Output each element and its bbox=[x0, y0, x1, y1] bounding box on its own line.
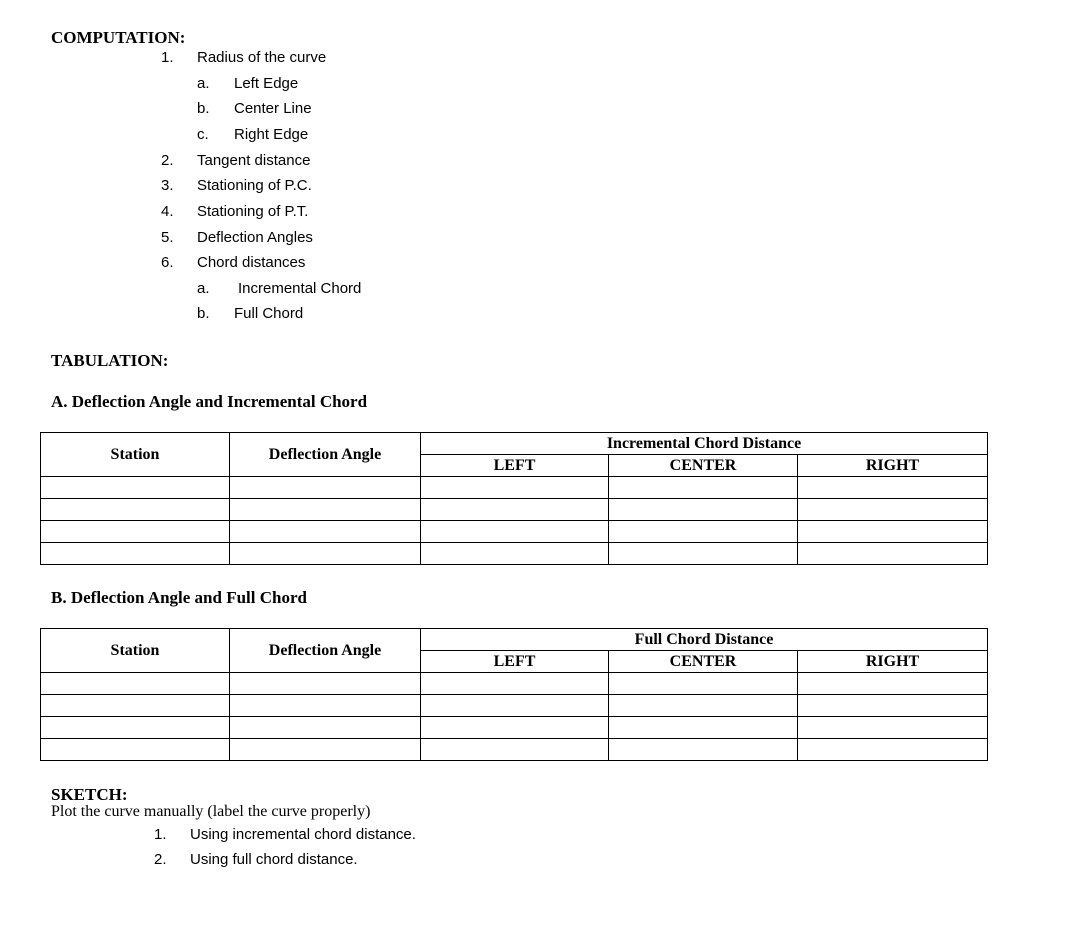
table-b bbox=[40, 628, 988, 761]
table-cell[interactable] bbox=[609, 543, 798, 565]
table-cell[interactable] bbox=[798, 739, 988, 761]
list-item: Tangent distance bbox=[197, 152, 311, 169]
list-letter: a. bbox=[197, 75, 210, 92]
list-number: 1. bbox=[154, 826, 167, 843]
sketch-instruction: Plot the curve manually (label the curve properly) bbox=[51, 803, 371, 820]
table-cell[interactable] bbox=[41, 477, 230, 499]
list-item: Center Line bbox=[234, 100, 312, 117]
header-right: RIGHT bbox=[798, 455, 988, 477]
header-incremental-chord-distance: Incremental Chord Distance bbox=[421, 433, 988, 455]
list-item: Using incremental chord distance. bbox=[190, 826, 416, 843]
table-row bbox=[41, 739, 988, 761]
table-a bbox=[40, 432, 988, 565]
header-right: RIGHT bbox=[798, 651, 988, 673]
list-item: Chord distances bbox=[197, 254, 306, 271]
list-item: Full Chord bbox=[234, 305, 304, 322]
table-cell[interactable] bbox=[421, 673, 609, 695]
list-number: 6. bbox=[161, 254, 174, 271]
table-cell[interactable] bbox=[798, 543, 988, 565]
list-number: 5. bbox=[161, 229, 174, 246]
table-cell[interactable] bbox=[230, 739, 421, 761]
computation-heading: COMPUTATION: bbox=[51, 28, 186, 47]
table-cell[interactable] bbox=[609, 521, 798, 543]
table-cell[interactable] bbox=[609, 499, 798, 521]
table-cell[interactable] bbox=[230, 695, 421, 717]
table-row bbox=[41, 499, 988, 521]
header-left: LEFT bbox=[421, 651, 609, 673]
table-cell[interactable] bbox=[798, 477, 988, 499]
table-cell[interactable] bbox=[230, 521, 421, 543]
header-station: Station bbox=[41, 629, 230, 673]
table-cell[interactable] bbox=[798, 695, 988, 717]
table-cell[interactable] bbox=[230, 543, 421, 565]
header-station: Station bbox=[41, 433, 230, 477]
table-cell[interactable] bbox=[41, 717, 230, 739]
list-item: Radius of the curve bbox=[197, 49, 327, 66]
table-cell[interactable] bbox=[421, 543, 609, 565]
table-cell[interactable] bbox=[230, 477, 421, 499]
list-item: Left Edge bbox=[234, 75, 299, 92]
table-cell[interactable] bbox=[41, 543, 230, 565]
table-cell[interactable] bbox=[41, 673, 230, 695]
list-item: Stationing of P.T. bbox=[197, 203, 309, 220]
list-item: Stationing of P.C. bbox=[197, 177, 312, 194]
table-a-title: A. Deflection Angle and Incremental Chord bbox=[51, 392, 368, 411]
list-letter: a. bbox=[197, 280, 210, 297]
table-cell[interactable] bbox=[421, 695, 609, 717]
table-cell[interactable] bbox=[41, 739, 230, 761]
table-cell[interactable] bbox=[421, 521, 609, 543]
table-cell[interactable] bbox=[41, 695, 230, 717]
list-letter: c. bbox=[197, 126, 209, 143]
list-item: Using full chord distance. bbox=[190, 851, 358, 868]
table-row bbox=[41, 477, 988, 499]
table-cell[interactable] bbox=[609, 673, 798, 695]
list-letter: b. bbox=[197, 100, 210, 117]
tabulation-heading: TABULATION: bbox=[51, 351, 169, 370]
header-deflection-angle: Deflection Angle bbox=[230, 629, 421, 673]
table-cell[interactable] bbox=[421, 499, 609, 521]
table-row bbox=[41, 717, 988, 739]
table-cell[interactable] bbox=[798, 499, 988, 521]
header-left: LEFT bbox=[421, 455, 609, 477]
header-center: CENTER bbox=[609, 455, 798, 477]
table-cell[interactable] bbox=[421, 477, 609, 499]
table-row bbox=[41, 695, 988, 717]
table-row bbox=[41, 521, 988, 543]
table-cell[interactable] bbox=[609, 477, 798, 499]
list-item: Right Edge bbox=[234, 126, 309, 143]
table-cell[interactable] bbox=[230, 717, 421, 739]
table-row bbox=[41, 673, 988, 695]
header-center: CENTER bbox=[609, 651, 798, 673]
table-cell[interactable] bbox=[798, 673, 988, 695]
list-number: 1. bbox=[161, 49, 174, 66]
list-letter: b. bbox=[197, 305, 210, 322]
table-row bbox=[41, 543, 988, 565]
list-number: 2. bbox=[161, 152, 174, 169]
list-number: 2. bbox=[154, 851, 167, 868]
table-cell[interactable] bbox=[609, 695, 798, 717]
table-cell[interactable] bbox=[798, 521, 988, 543]
table-cell[interactable] bbox=[421, 739, 609, 761]
table-cell[interactable] bbox=[609, 739, 798, 761]
table-cell[interactable] bbox=[230, 673, 421, 695]
table-b-title: B. Deflection Angle and Full Chord bbox=[51, 588, 307, 607]
sketch-heading: SKETCH: bbox=[51, 785, 128, 804]
table-cell[interactable] bbox=[421, 717, 609, 739]
table-cell[interactable] bbox=[609, 717, 798, 739]
list-item: Deflection Angles bbox=[197, 229, 313, 246]
table-cell[interactable] bbox=[230, 499, 421, 521]
table-cell[interactable] bbox=[41, 521, 230, 543]
header-deflection-angle: Deflection Angle bbox=[230, 433, 421, 477]
list-number: 4. bbox=[161, 203, 174, 220]
list-item: Incremental Chord bbox=[238, 280, 362, 297]
table-cell[interactable] bbox=[41, 499, 230, 521]
table-cell[interactable] bbox=[798, 717, 988, 739]
list-number: 3. bbox=[161, 177, 174, 194]
header-full-chord-distance: Full Chord Distance bbox=[421, 629, 988, 651]
